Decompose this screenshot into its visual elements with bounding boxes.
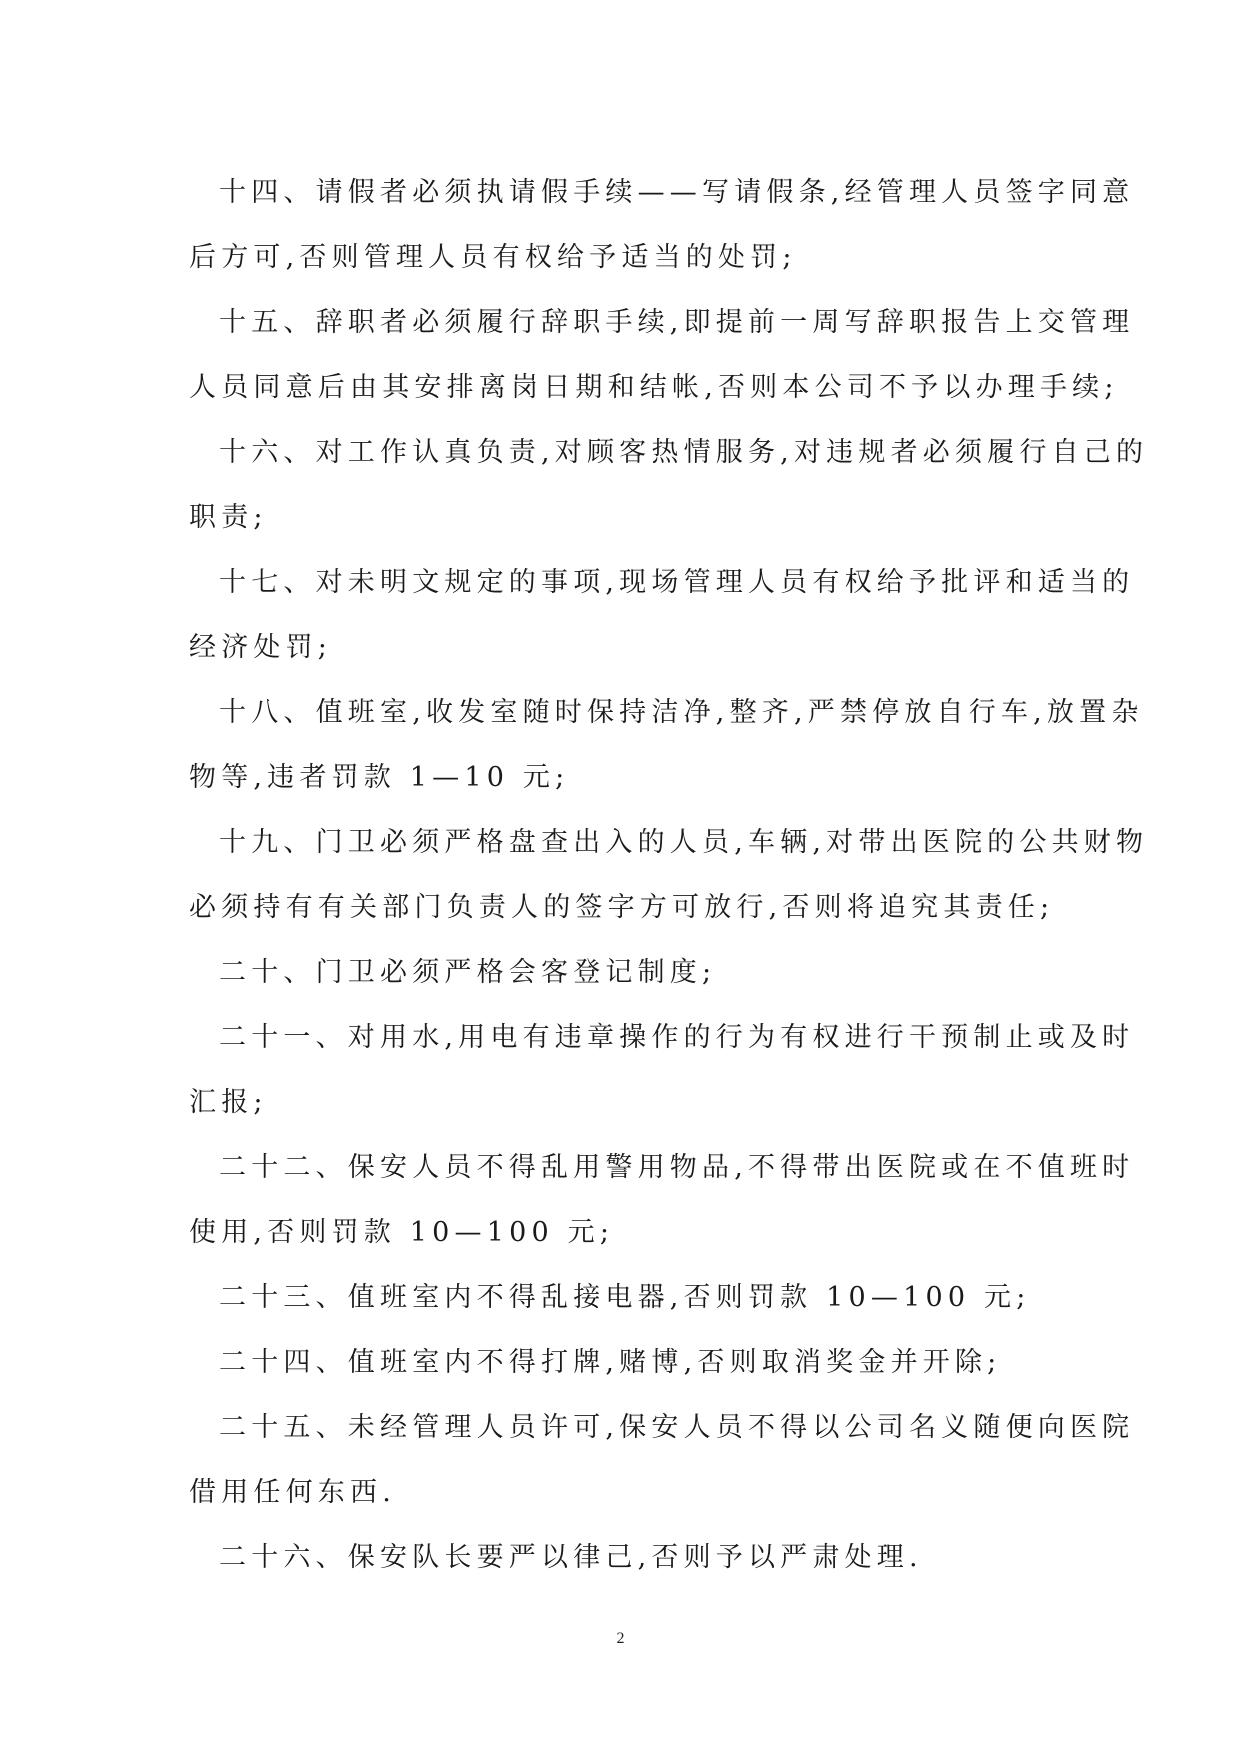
clause-line: 十六、对工作认真负责,对顾客热情服务,对违规者必须履行自己的	[219, 437, 1149, 468]
clause-line: 二十三、值班室内不得乱接电器,否则罚款 10—100 元;	[219, 1282, 1031, 1313]
clause-24	[189, 1330, 1049, 1395]
clause-21	[189, 1005, 1135, 1135]
clause-22	[189, 1135, 1135, 1265]
clause-line: 十七、对未明文规定的事项,现场管理人员有权给予批评和适当的	[219, 567, 1135, 598]
document-body	[189, 160, 1149, 1590]
clause-line: 二十六、保安队长要严以律己,否则予以严肃处理.	[219, 1542, 923, 1573]
clause-line: 十九、门卫必须严格盘查出入的人员,车辆,对带出医院的公共财物	[219, 827, 1149, 858]
clause-line: 经济处罚;	[189, 632, 333, 663]
clause-14	[189, 160, 1135, 290]
clause-line: 二十四、值班室内不得打牌,赌博,否则取消奖金并开除;	[219, 1347, 1002, 1378]
clause-16	[189, 420, 1149, 550]
clause-line: 二十二、保安人员不得乱用警用物品,不得带出医院或在不值班时	[219, 1152, 1135, 1183]
clause-26	[189, 1525, 1049, 1590]
clause-line: 必须持有有关部门负责人的签字方可放行,否则将追究其责任;	[189, 892, 1055, 923]
clause-19	[189, 810, 1149, 940]
clause-line: 汇报;	[189, 1087, 268, 1118]
clause-line: 人员同意后由其安排离岗日期和结帐,否则本公司不予以办理手续;	[189, 372, 1119, 403]
clause-line: 二十五、未经管理人员许可,保安人员不得以公司名义随便向医院	[219, 1412, 1135, 1443]
clause-25	[189, 1395, 1135, 1525]
clause-23	[189, 1265, 1049, 1330]
clause-line: 十八、值班室,收发室随时保持洁净,整齐,严禁停放自行车,放置杂	[219, 697, 1144, 728]
clause-line: 十五、辞职者必须履行辞职手续,即提前一周写辞职报告上交管理	[219, 307, 1135, 338]
page-number: 2	[616, 1630, 625, 1647]
clause-line: 十四、请假者必须执请假手续——写请假条,经管理人员签字同意	[219, 177, 1135, 208]
clause-line: 使用,否则罚款 10—100 元;	[189, 1217, 615, 1248]
clause-line: 物等,违者罚款 1—10 元;	[189, 762, 570, 793]
clause-15	[189, 290, 1135, 420]
clause-18	[189, 680, 1144, 810]
clause-20	[189, 940, 1049, 1005]
clause-line: 二十、门卫必须严格会客登记制度;	[219, 957, 717, 988]
clause-line: 借用任何东西.	[189, 1477, 396, 1508]
clause-line: 职责;	[189, 502, 268, 533]
clause-17	[189, 550, 1135, 680]
clause-line: 二十一、对用水,用电有违章操作的行为有权进行干预制止或及时	[219, 1022, 1135, 1053]
clause-line: 后方可,否则管理人员有权给予适当的处罚;	[189, 242, 797, 273]
